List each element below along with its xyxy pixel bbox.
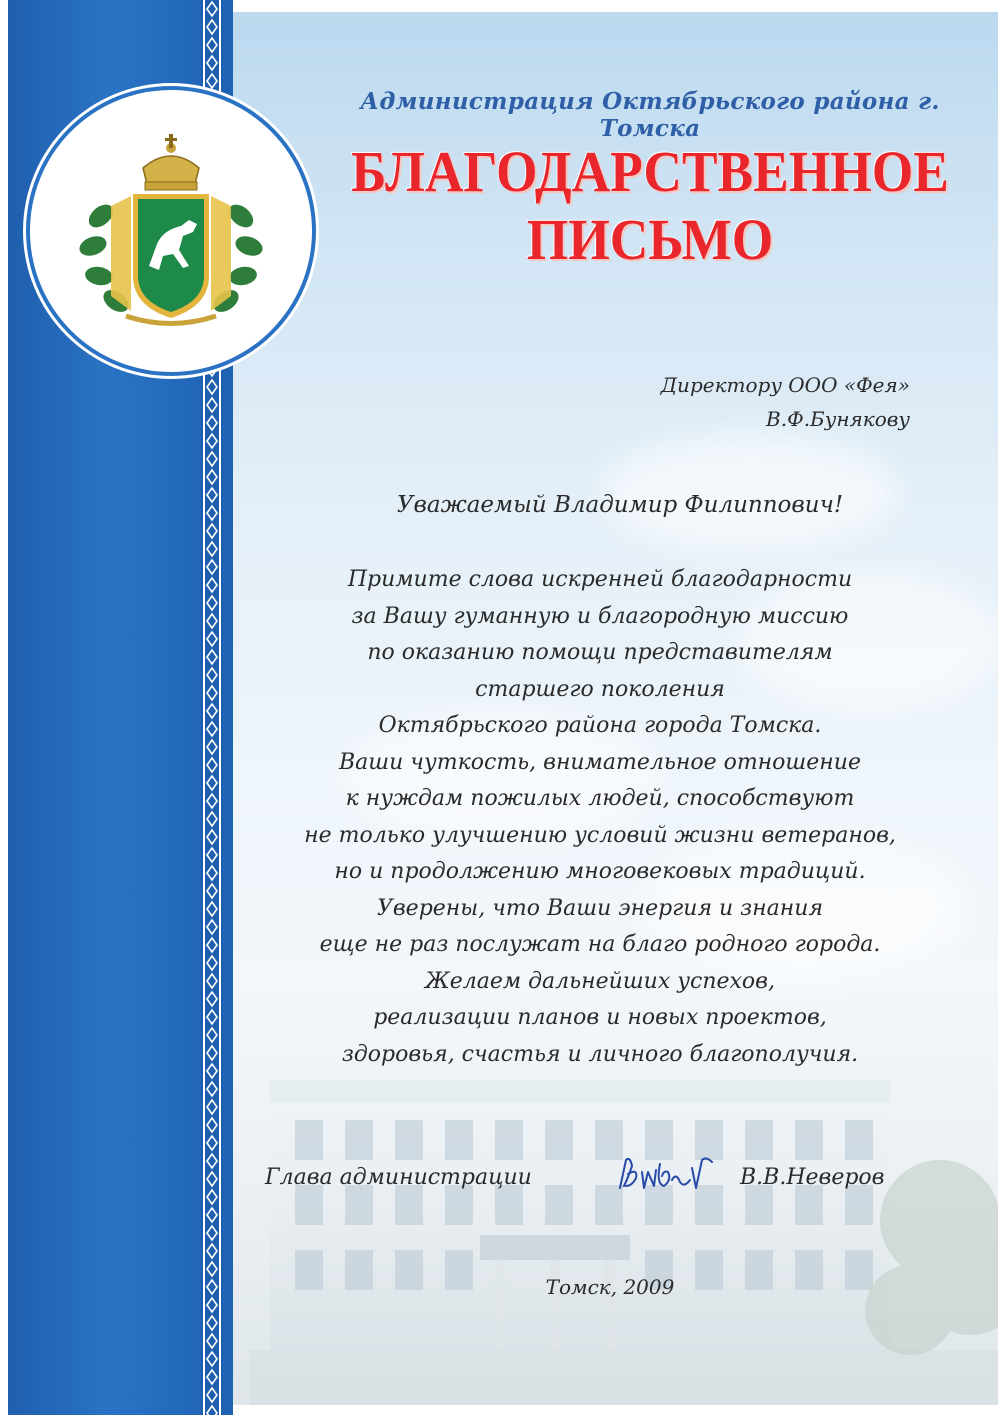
body-line: реализации планов и новых проектов, [373,1005,827,1030]
handwritten-signature [612,1150,722,1200]
body-line: Октябрьского района города Томска. [378,713,822,738]
body-line: еще не раз послужат на благо родного города. [319,932,881,957]
body-line: не только улучшению условий жизни ветеранов, [304,822,896,848]
body-line: по оказанию помощи представителям [367,640,833,665]
body-line: Уверены, что Ваши энергия и знания [376,895,824,921]
body-line: Примите слова искренней благодарности [347,567,853,592]
addressee-name: В.Ф.Бунякову [766,407,910,431]
building-photo [250,1060,998,1405]
body-line: старшего поколения [475,676,725,702]
body-line: но и продолжению многовековых традиций. [334,859,866,884]
title-line-2: ПИСЬМО [526,207,774,272]
signatory-name: В.В.Неверов [740,1165,885,1190]
signatory-role: Глава администрации [265,1165,532,1190]
body-line: Ваши чуткость, внимательное отношение [339,749,861,775]
document-title [346,138,953,274]
greeting: Уважаемый Владимир Филиппович! [396,492,844,518]
title-line-1: БЛАГОДАРСТВЕННОЕ [351,139,949,204]
emblem-badge [30,90,312,372]
body-line: за Вашу гуманную и благородную миссию [351,603,849,629]
body-line: к нуждам пожилых людей, способствуют [345,786,855,811]
organization-name: Администрация Октябрьского района г. Томска [360,88,940,142]
tomsk-coat-of-arms-icon [71,126,271,336]
body-line: здоровья, счастья и личного благополучия. [341,1041,859,1067]
letter-body [250,562,950,1073]
addressee-position: Директору ООО «Фея» [660,373,910,397]
addressee-block [661,368,910,436]
body-line: Желаем дальнейших успехов, [425,968,775,994]
place-and-year: Томск, 2009 [545,1275,675,1299]
